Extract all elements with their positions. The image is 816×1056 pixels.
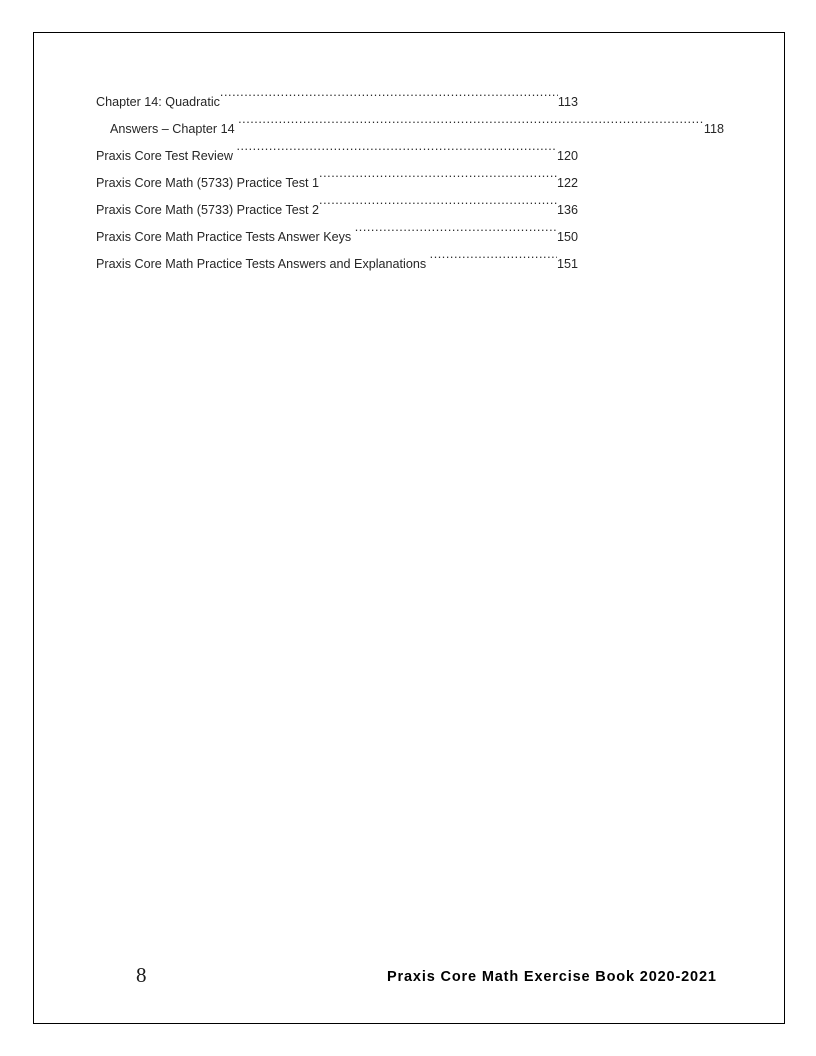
toc-entry-page-number: 120 <box>556 149 578 163</box>
document-page <box>33 32 785 1024</box>
toc-entry-title: Praxis Core Math Practice Tests Answer Keys <box>96 230 352 244</box>
toc-entry-title: Praxis Core Math (5733) Practice Test 1 <box>96 176 320 190</box>
toc-entry[interactable] <box>96 224 578 251</box>
toc-dot-leader <box>220 93 558 106</box>
toc-entry[interactable] <box>96 116 724 143</box>
footer-page-number: 8 <box>136 963 147 987</box>
toc-dot-leader <box>319 201 557 214</box>
footer-book-title: Praxis Core Math Exercise Book 2020-2021 <box>387 969 717 985</box>
toc-dot-leader <box>355 228 557 241</box>
toc-entry-page-number: 136 <box>556 203 578 217</box>
toc-entry-title: Chapter 14: Quadratic <box>96 95 220 109</box>
toc-entry[interactable] <box>96 170 578 197</box>
toc-entry[interactable] <box>96 251 578 278</box>
table-of-contents <box>96 89 756 278</box>
toc-entry-title: Praxis Core Test Review <box>96 149 233 163</box>
toc-entry-title: Praxis Core Math Practice Tests Answers and Explanations <box>96 257 427 271</box>
toc-entry-page-number: 113 <box>557 95 578 109</box>
toc-entry-page-number: 151 <box>556 257 578 271</box>
toc-dot-leader <box>238 120 704 133</box>
toc-dot-leader <box>430 255 557 268</box>
toc-entry-page-number: 122 <box>556 176 578 190</box>
toc-entry-title: Praxis Core Math (5733) Practice Test 2 <box>96 203 320 217</box>
toc-entry-page-number: 150 <box>556 230 578 244</box>
toc-dot-leader <box>319 174 557 187</box>
toc-dot-leader <box>236 147 557 160</box>
toc-entry-title: Answers – Chapter 14 <box>110 122 235 136</box>
toc-entry[interactable] <box>96 197 578 224</box>
toc-entry[interactable] <box>96 143 578 170</box>
toc-entry-page-number: 118 <box>703 122 724 136</box>
toc-entry[interactable] <box>96 89 578 116</box>
